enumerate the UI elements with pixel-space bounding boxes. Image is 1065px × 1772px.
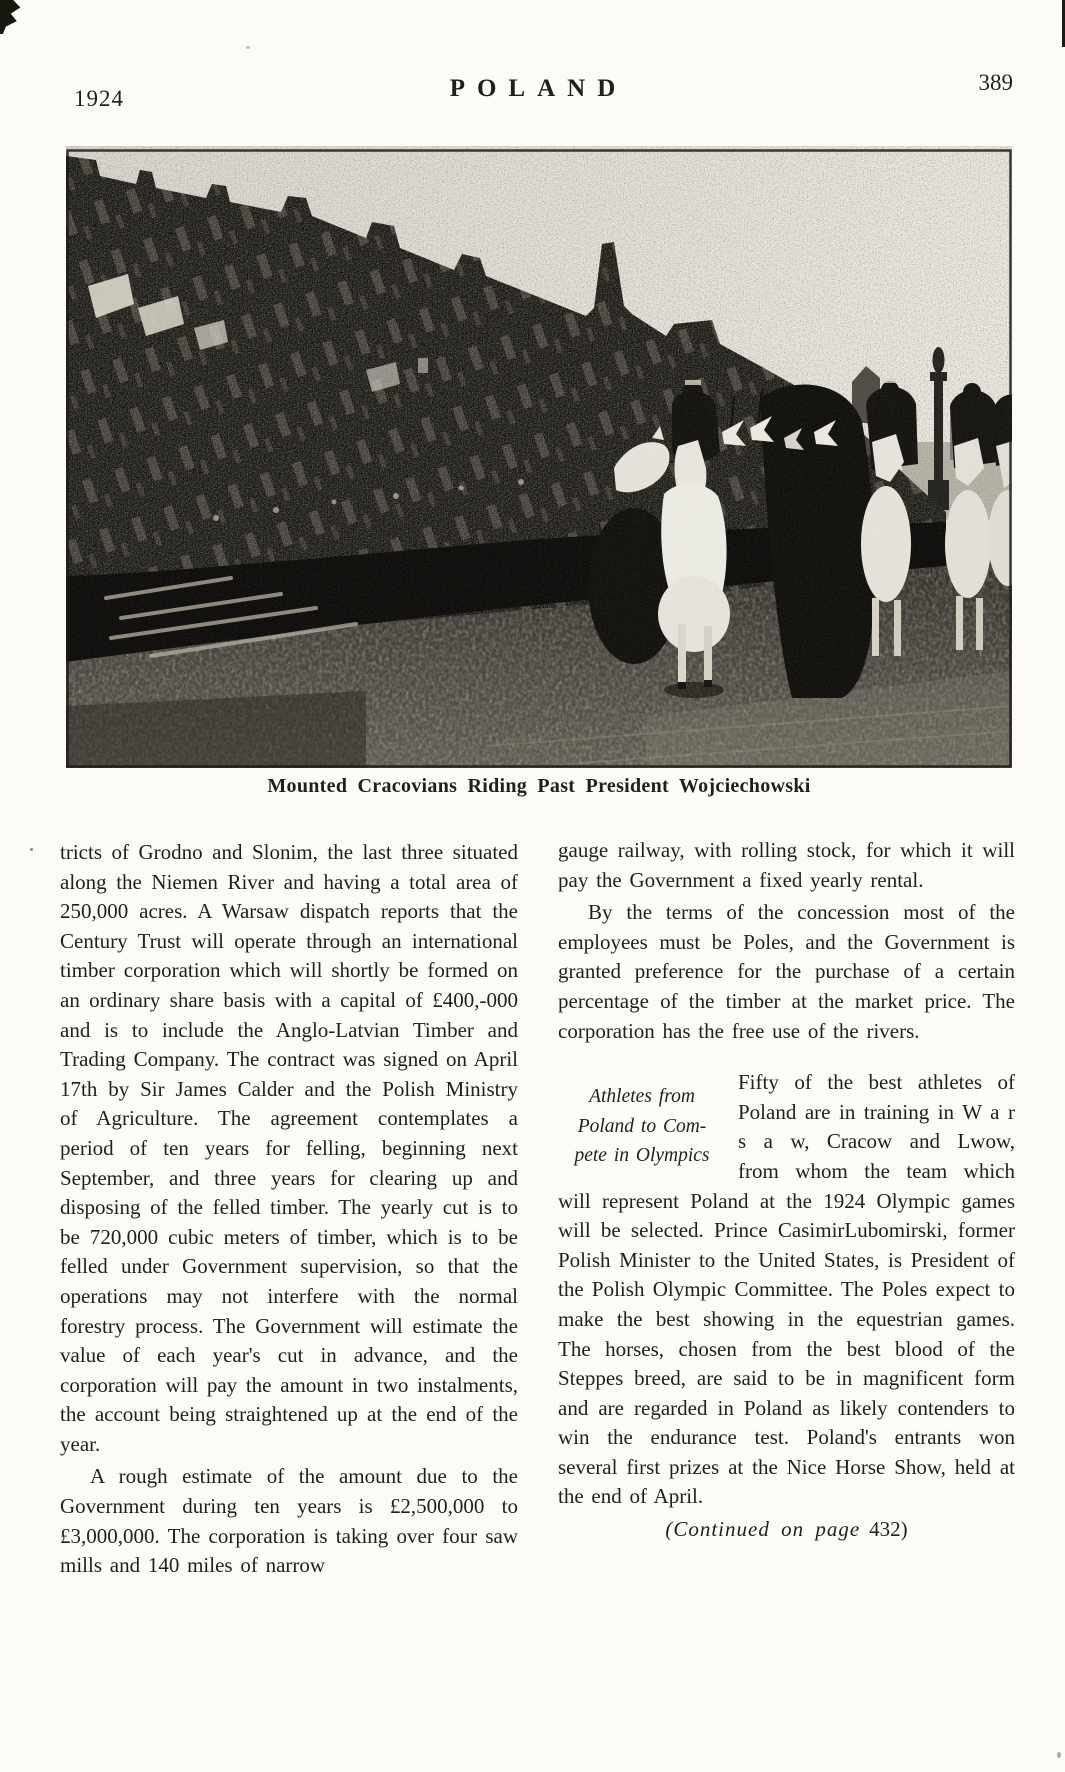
article-paragraph: tricts of Grodno and Slonim, the last three situated along the Niemen River and having a total area of 250,000 acres. A Warsaw dispatch reports that the Century Trust will operate through an international timber corporation which will shortly be formed on an ordinary share basis with a capital of £400,-000 and is to include the Anglo-Latvian Timber and Trading Company. The contract was signed on April 17th by Sir James Calder and the Polish Ministry of Agriculture. The agreement contemplates a period of ten years for felling, beginning next September, and three years for clearing up and disposing of the felled timber. The yearly cut is to be 720,000 cubic meters of timber, which is to be felled under Government supervision, so that the operations may not interfere with the normal forestry process. The Government will estimate the value of each year's cut in advance, and the corporation will pay the amount in two instalments, the account being straightened up at the end of the year.	[60, 840, 518, 1456]
folio-year: 1924	[74, 86, 124, 111]
continued-notice	[558, 1517, 1015, 1542]
scan-speck	[30, 848, 33, 851]
article-paragraph: By the terms of the concession most of the employees must be Poles, and the Government is granted preference for the purchase of a certain percentage of the timber at the market price. The corporation has the free use of the rivers.	[558, 900, 1015, 1043]
continued-page-number: 432)	[869, 1517, 908, 1542]
parade-photograph	[66, 146, 1012, 768]
sidenote-line: Athletes from	[589, 1086, 695, 1108]
sidenote-line: pete in Olympics	[574, 1145, 710, 1167]
scan-speck	[1057, 1752, 1061, 1758]
sidenote-line: Poland to Com-	[577, 1115, 707, 1137]
scan-speck	[246, 46, 250, 49]
running-title: POLAND	[449, 75, 628, 102]
athletes-section	[558, 1068, 1015, 1512]
article-paragraph: gauge railway, with rolling stock, for which it will pay the Government a fixed yearly rental.	[558, 838, 1015, 892]
left-column	[60, 838, 518, 1581]
right-column	[558, 836, 1015, 1542]
page-corner-ink-mark	[0, 0, 24, 34]
sidenote-heading	[558, 1068, 738, 1185]
folio-page-number: 389	[978, 70, 1013, 95]
photo-caption: Mounted Cracovians Riding Past President Wojciechowski	[267, 775, 811, 797]
article-paragraph: Fifty of the best athletes of Poland are in training in W a r s a w, Cracow and Lwow, from whom the team which will represent Poland at the 1924 Olympic games will be selected. Prince CasimirLubomirski, former Polish Minister to the United States, is President of the Polish Olympic Committee. The Poles expect to make the best showing in the equestrian games. The horses, chosen from the best blood of the Steppes breed, are said to be in magnificent form and are regarded in Poland as likely contenders to win the endurance test. Poland's entrants won several first prizes at the Nice Horse Show, held at the end of April.	[558, 1070, 1015, 1509]
continued-text: (Continued on page	[665, 1517, 861, 1542]
article-paragraph: A rough estimate of the amount due to the Government during ten years is £2,500,000 to £3,000,000. The corporation is taking over four saw mills and 140 miles of narrow	[60, 1464, 518, 1578]
parade-photo-illustration	[66, 146, 1012, 768]
